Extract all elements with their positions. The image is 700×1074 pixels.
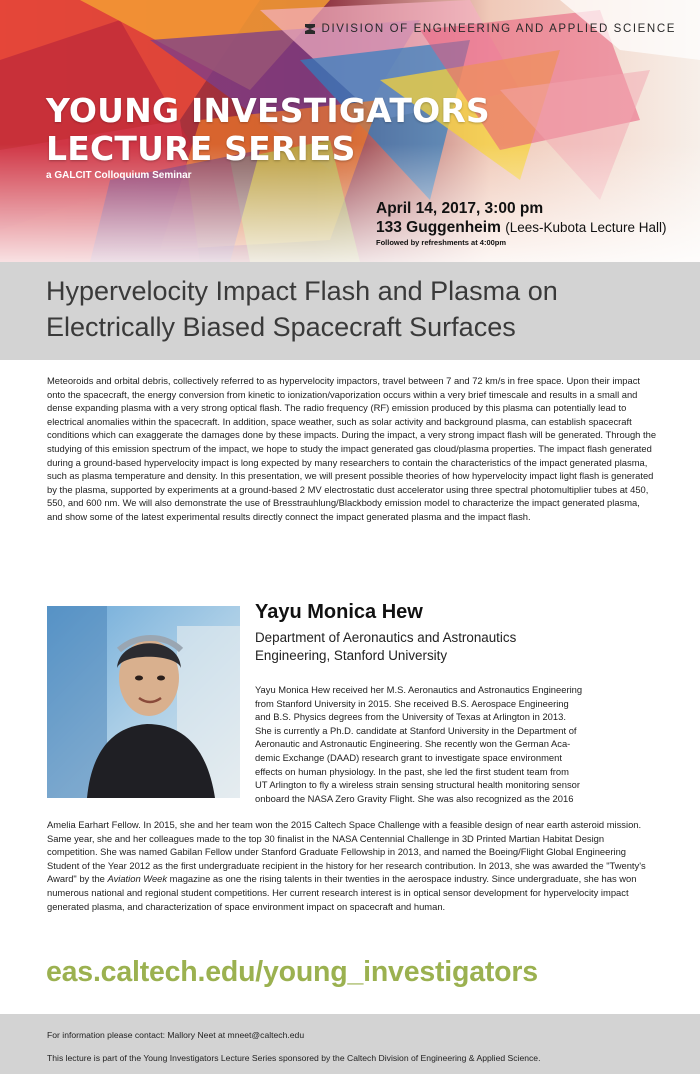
bio-line: UT Arlington to fly a wireless strain sensing structural health monitoring sensor <box>255 779 580 791</box>
series-title-line2: LECTURE SERIES <box>46 129 356 168</box>
series-subtitle: a GALCIT Colloquium Seminar <box>46 170 192 181</box>
bio-line: onboard the NASA Zero Gravity Flight. She was also recognized as the 2016 <box>255 792 574 804</box>
talk-title <box>46 273 666 345</box>
event-room: 133 Guggenheim <box>376 219 501 236</box>
series-title <box>46 92 490 168</box>
bio-line: She is currently a Ph.D. candidate at Stanford University in the Department of <box>255 724 577 736</box>
series-url-link[interactable]: eas.caltech.edu/young_investigators <box>46 956 538 988</box>
bio-line: demic Exchange (DAAD) research grant to investigate space environment <box>255 751 562 763</box>
bio-line: Aeronautic and Astronautic Engineering. She recently won the German Aca- <box>255 738 571 750</box>
series-title-line1: YOUNG INVESTIGATORS <box>46 91 490 130</box>
speaker-portrait-image <box>47 606 240 798</box>
speaker-bio-side <box>255 683 657 805</box>
bio-text-after: magazine as one the rising talents in their twenties in the aerospace industry. Since undergraduate, she has won numerous national and regional student competitions. Her current research interest is in optical sensor development for hypervelocity impact generated plasma, and characterization of space environment impact on spacecraft and human. <box>47 873 637 912</box>
talk-title-band <box>0 262 700 360</box>
event-hall: (Lees-Kubota Lecture Hall) <box>505 220 667 235</box>
footer <box>0 1014 700 1074</box>
speaker-affiliation-line2: Engineering, Stanford University <box>255 648 448 663</box>
talk-abstract: Meteoroids and orbital debris, collectively referred to as hypervelocity impactors, travel between 7 and 72 km/s in free space. Upon their impact onto the spacecraft, the energy conversion from kinetic to ionization/vaporization occurs within a very brief timescale and results in a small and dense expanding plasma with a very strong optical flash. The radio frequency (RF) emission produced by this plasma can potentially lead to electrical anomalies within the spacecraft. In addition, space weather, such as solar activity and background plasma, can establish spacecraft conditions which can exaggerate the damages done by these impacts. During the impact, a very strong impact flash will be generated. Through the studying of this emission spectrum of the impact, we hope to study the impact generated gas cloud/plasma properties. The impact flash generated during a ground-based hypervelocity impact is long expected by many researchers to contain the characteristics of the impact generated plasma, such as plasma temperature and density. In this presentation, we will present possible theories of how hypervelocity impact light flash is generated by the plasma, supported by experiments at a ground-based 2 MV electrostatic dust accelerator using three spectral photomultiplier tubes at 450, 550, and 600 nm. We will also demonstrate the use of Bresstrauhlung/Blackbody emission model to characterize the impact generated plasma, and show some of the latest experimental results directly connect the impact generated plasma and the impact flash. <box>47 375 657 522</box>
event-refreshments: Followed by refreshments at 4:00pm <box>376 238 507 247</box>
footer-contact: For information please contact: Mallory Neet at mneet@caltech.edu <box>47 1030 305 1040</box>
bio-text-before: Amelia Earhart Fellow. In 2015, she and her team won the 2015 Caltech Space Challenge with a feasible design of near earth asteroid mission. Same year, she and her colleagues made to the top 30 finalist in the NASA Centennial Challenge in 3D Printed Martian Habitat Design competition. She was named Gabilan Fellow under Stanford Graduate Fellowship in 2013, and named the Boeing/Flight Global Engineering Student of the Year 2012 as the first undergraduate recipient in the history for her research contribution. In 2013, she was awarded the "Twenty's Award" by the <box>47 819 646 885</box>
event-info <box>376 199 667 247</box>
speaker-affiliation <box>255 629 516 665</box>
speaker-affiliation-line1: Department of Aeronautics and Astronautics <box>255 630 517 645</box>
talk-title-line2: Electrically Biased Spacecraft Surfaces <box>46 312 516 342</box>
bio-line: effects on human physiology. In the past, she led the first student team from <box>255 765 569 777</box>
event-venue <box>376 218 667 237</box>
footer-sponsor: This lecture is part of the Young Investigators Lecture Series sponsored by the Caltech Division of Engineering & Applied Science. <box>47 1053 541 1063</box>
header-banner <box>0 0 700 262</box>
bio-line: Yayu Monica Hew received her M.S. Aeronautics and Astronautics Engineering <box>255 684 583 695</box>
speaker-name: Yayu Monica Hew <box>255 601 423 623</box>
bio-line: and B.S. Physics degrees from the University of Texas at Arlington in 2013. <box>255 711 566 723</box>
caltech-logo-icon <box>304 23 316 35</box>
event-date: April 14, 2017, 3:00 pm <box>376 200 544 217</box>
speaker-bio-continued <box>47 818 657 913</box>
division-text: DIVISION OF ENGINEERING AND APPLIED SCIENCE <box>321 23 676 35</box>
bio-line: from Stanford University in 2015. She received B.S. Aerospace Engineering <box>255 697 569 709</box>
bio-magazine-name: Aviation Week <box>107 873 168 885</box>
talk-title-line1: Hypervelocity Impact Flash and Plasma on <box>46 276 558 306</box>
division-label <box>304 23 676 35</box>
speaker-photo <box>47 606 240 798</box>
